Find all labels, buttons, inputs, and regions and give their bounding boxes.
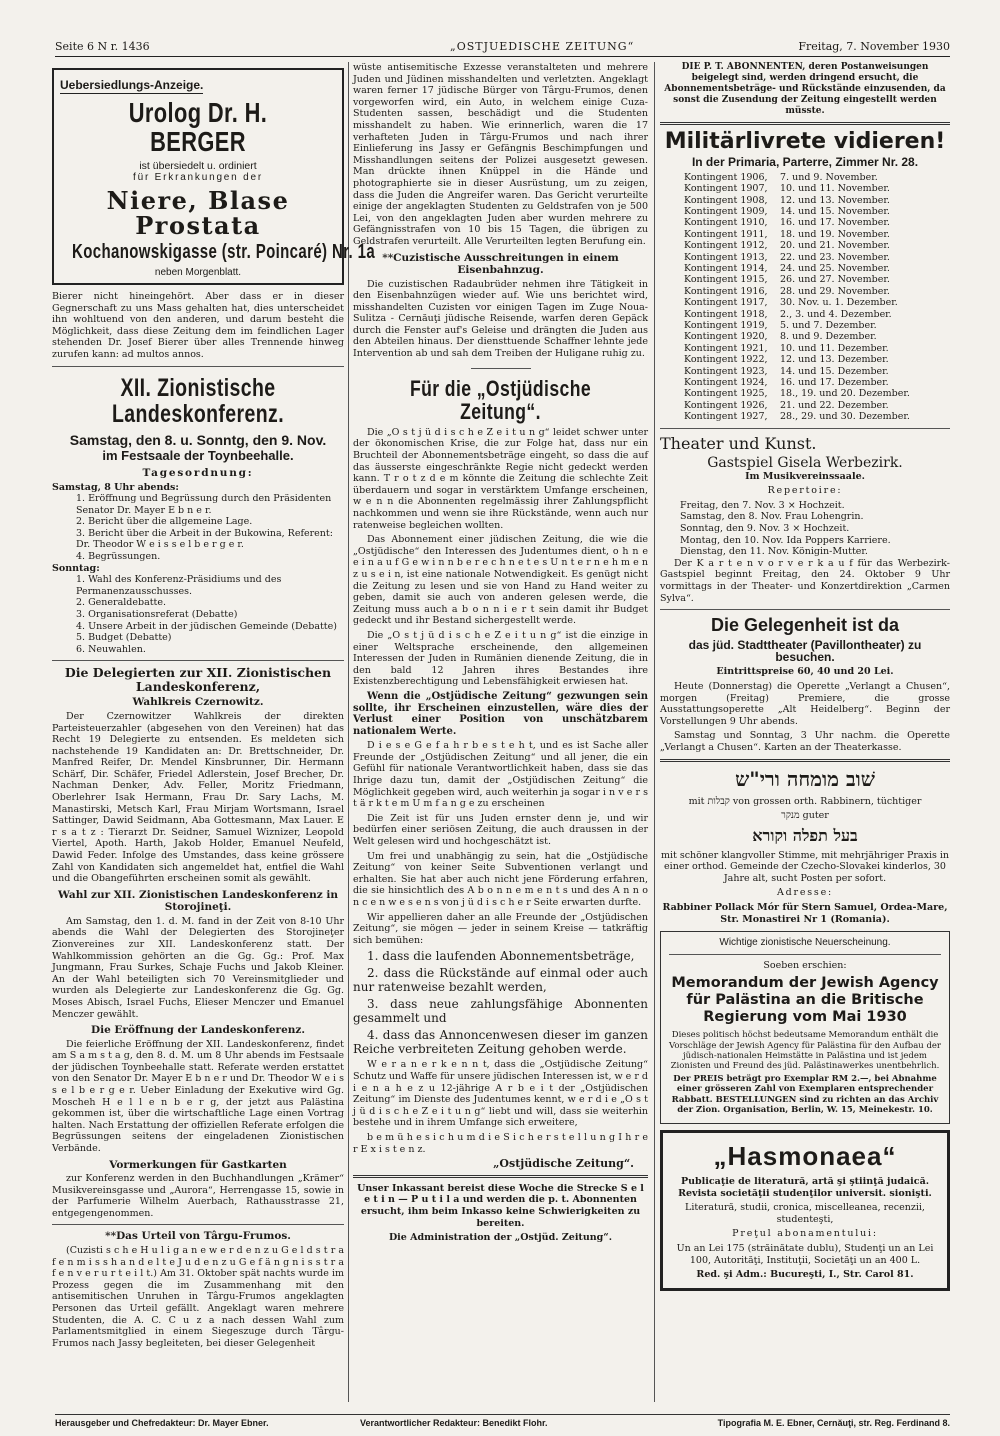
kontingent-label: Kontingent 1916, <box>684 285 768 297</box>
column-rule <box>654 62 655 1402</box>
ad-title: Urolog Dr. H. BERGER <box>128 97 268 158</box>
kontingent-dates: 28., 29. und 30. Dezember. <box>780 411 910 423</box>
kontingent-dates: 22. und 23. November. <box>780 251 890 263</box>
inkasso-signature: Die Administration der „Ostjüd. Zeitung“. <box>388 1232 613 1244</box>
divider <box>660 759 950 762</box>
kontingent-dates: 28. und 29. November. <box>780 285 890 297</box>
hasmonaea-sub: Publicaţie de literatură, artă şi ştiinţă judaică. Revista societăţii studenţilor universit. sionişti. <box>678 1176 932 1199</box>
editor: Verantwortlicher Redakteur: Benedikt Flohr. <box>360 1418 548 1428</box>
bahn-title: **Cuzistische Ausschreitungen in einem Eisenbahnzug. <box>382 251 619 276</box>
article-text: Bierer nicht hineingehört. Aber dass er in dieser Gegnerschaft zu uns Mass gehalten hat, dies unterscheidet ihn wohltuend von den anderen, und darum besteht die Möglichkeit, dass diese Zeitung dem im feindlichen Lager stehenden Dr. Josef Bierer über alles Trennende hinweg zurufen kann: ad multos annos. <box>52 290 344 360</box>
kontingent-row <box>660 343 950 354</box>
delegates-title: Die Delegierten zur XII. Zionistischen Landeskonferenz, <box>64 665 332 695</box>
gastspiel-place: Im Musikvereinssaale. <box>745 470 865 482</box>
appeal-text: Die „O s t j ü d i s c h e Z e i t u n g“ ist die einzige in einer Weltsprache erscheinende, den allgemeinen Interessen der Juden in Rumänien dienende Zeitung, die in den bald 12 Jahren ihres Bestandes ihre Existenzberechtigung und Lebensfähigkeit erwiesen hat. <box>353 629 648 688</box>
article-text: Die cuzistischen Radaubrüder nehmen ihre Tätigkeit in den Eisenbahnzügen wieder auf. Wie uns berichtet wird, misshandelten Cuzisten vor einigen Tagen im Zuge Noua-Sulitza - Cernăuţi jüdische Reisende, warfen deren Gepäck durch die Fenster auf's Geleise und drängten die Juden aus den Abteilen hinaus. Der diensttuende Schaffner lehnte jede Intervention ab und sah dem Treiben der Huligane ruhig zu. <box>353 278 648 360</box>
repertoire-item: Montag, den 10. Nov. Ida Poppers Karriere. <box>680 534 891 546</box>
appeal-list-item: 4. dass das Annoncenwesen dieser im ganzen Reiche verbreiteten Zeitung gehoben werde. <box>353 1028 648 1057</box>
kontingent-dates: 18. und 19. November. <box>780 228 890 240</box>
kontingent-row <box>660 400 950 411</box>
appeal-text: Die Zeit ist für uns Juden ernster denn je, und wir bedürfen einer seriösen Zeitung, die auch draussen in der Welt gelesen wird und hochgeschätzt ist. <box>353 812 648 848</box>
kontingent-dates: 5. und 7. Dezember. <box>780 319 877 331</box>
kontingent-label: Kontingent 1923, <box>684 365 768 377</box>
ad-line: für Erkrankungen der <box>133 172 263 184</box>
agenda-item: 1. Eröffnung und Begrüssung durch den Präsidenten Senator Dr. Mayer E b n e r. <box>76 493 332 516</box>
article-text: Der Czernowitzer Wahlkreis der direkten Parteisteuerzahler (abgesehen von den Vereinen) hat das Recht 19 Delegierte zu entsenden. Es meldeten sich nachstehende 19 Kandidaten an: Dr. Brettschneider, Dr. Manfred Reifer, Dr. Mendel Kinsbrunner, Dir. Hermann Schärf, Dir. Schäfer, Friedel Adlerstein, Josef Brecher, Dr. Nachman Denker, Adv. Feller, Moritz Friedmann, Oberlehrer Isak Hermann, Frau Dr. Sary Lachs, M. Manastirski, Metsch Karl, Frau Mirjam Wortsmann, Israel Sattinger, Dawid Seidmann, Aba Gottesmann, Max Lauer. E r s a t z : Tierarzt Dr. Seidner, Samuel Wiznizer, Leopold Viertel, Apoth. Harth, Jakob Holder, Emanuel Neufeld, Dawid Feder. Infolge des Umstandes, dass keine grössere Zahl von Kandidaten sich angemeldet hat, entfiel die Wahl und die Obangeführten erscheinen somit als gewählt. <box>52 710 344 885</box>
kontingent-label: Kontingent 1922, <box>684 354 768 366</box>
repertoire-item: Freitag, den 7. Nov. 3 × Hochzeit. <box>680 499 845 511</box>
article-text: (Cuzisti s c h e H u l i g a n e w e r d e n z u G e l d s t r a f e n m i s s h a n d e l t e J u d e n z u G e f ä n g n i s s t r a f e n v e r u r t e i l t.) Am 31. Oktober spät nachts wurde im Prozess gegen die im Zusammenhang mit den antisemitischen Unruhen in Târgu-Frumos angeklagten Personen das Urteil gefällt. Angeklagt waren mehrere Studenten, die A. C. C u z a nach dessen Wahl zum Parlamentsmitglied in einem Siegeszuge durch Târgu-Frumos nach Jassy begleiteten, bei dieser Gelegenheit <box>52 1244 344 1349</box>
kontingent-dates: 8. und 9. Dezember. <box>780 331 877 343</box>
schochet-text: mit schöner klangvoller Stimme, mit mehrjähriger Praxis in einer orthod. Gemeinde der Czecho-Slovakei kinderlos, 30 Jahre alt, sucht Posten per sofort. <box>660 849 950 884</box>
article-text: zur Konferenz werden in den Buchhandlungen „Krämer“ Musikvereinsgasse und „Aurora“, Herrengasse 15, sowie in der Parfumerie Wilhelm Auerbach, Rathausstrasse 21, entgegengenommen. <box>52 1173 344 1219</box>
kontingent-label: Kontingent 1926, <box>684 399 768 411</box>
appeal-text: Die „O s t j ü d i s c h e Z e i t u n g“ leidet schwer unter der ökonomischen Krise, die zur Folge hat, dass nur ein Bruchteil der Abonnementsbeträge eingeht, so dass die auf das äusserste eingeschränkte Regie nicht gedeckt werden kann. T r o t z d e m könnte die Zeitung die schlechte Zeit überdauern und sogar in verstärktem Umfange erscheinen, w e n n die Abonnenten regelmässig ihrer Zahlungspflicht nachkommen und wenn sie ihre Rückstände, wenn auch nur ratenweise begleichen wollten. <box>353 426 648 531</box>
hebrew-heading: שׁוב מומחה ורי"ש <box>735 766 875 791</box>
kontingent-row <box>660 297 950 308</box>
kontingent-row <box>660 217 950 228</box>
appeal-text: b e m ü h e s i c h u m d i e S i c h e r s t e l l u n g I h r e r E x i s t e n z. <box>353 1131 648 1155</box>
article-text: wüste antisemitische Exzesse veranstalteten und mehrere Juden und Jüdinen misshandelten und verletzten. Angeklagt waren ferner 17 jüdische Bürger von Târgu-Frumos, denen vorgeworfen wird, ein Auto, in welchem einige Cuza-Studenten sassen, beschädigt und die Studenten misshandelt zu haben. Wie erinnerlich, waren die 17 verhafteten Juden in Târgu-Frumos und nach ihrer Einlieferung ins Jassy er Gefängnis Beschimpfungen und Misshandlungen seitens der Polizei ausgesetzt gewesen. Man drückte ihnen Knüppel in die Hände und photographierte sie in dieser Ausrüstung, um zu zeigen, dass die Juden die Angreifer waren. Das Gericht verurteilte einige der angeklagten Studenten zu Geldstrafen von je 500 Lei, von den angeklagten Juden aber wurden mehrere zu Gefängnisstrafen von 10 bis 15 Tagen, die übrigen zu Geldstrafen verurteilt. Alle Verurteilten legten Berufung ein. <box>353 62 648 247</box>
kontingent-label: Kontingent 1918, <box>684 308 768 320</box>
appeal-list-item: 1. dass die laufenden Abonnementsbeträge, <box>367 949 635 964</box>
eroeffnung-title: Die Eröffnung der Landeskonferenz. <box>90 1024 306 1037</box>
appeal-text: Um frei und unabhängig zu sein, hat die „Ostjüdische Zeitung“ von keiner Seite Subventionen verlangt und erhalten. Sie hat aber auch nicht jene Förderung erfahren, die sie hinsichtlich des A b o n n e m e n t s und des A n n o n c e n w e s e n s von j ü d i s c h e r Seite erwarten durfte. <box>353 850 648 908</box>
gastspiel: Gastspiel Gisela Werbezirk. <box>707 454 903 471</box>
kontingent-dates: 16. und 17. November. <box>780 217 890 229</box>
kontingent-label: Kontingent 1914, <box>684 262 768 274</box>
divider <box>669 954 941 955</box>
repertoire-label: Repertoire: <box>767 485 843 497</box>
hasmonaea-price: Un an Lei 175 (străinătate dublu), Studenţi un an Lei 100, Autorităţi, Instituţii, Societăţi un an 400 L. <box>676 1243 934 1266</box>
article-text: Am Samstag, den 1. d. M. fand in der Zeit von 8-10 Uhr abends die Wahl der Delegierten des Storojineţer Zionvereines zur XII. Landeskonferenz statt. Der Wahlkommission gehörten an die Gg. Gg.: Prof. Max Jungmann, Frau Surkes, Schaje Fuchs und Jakob Kleiner. An der Wahl beteiligten sich 70 Vereinsmitglieder und wurden als Delegierte zur Landeskonferenz die Gg. Gg. Moses Abisch, Israel Fuchs, Elieser Menczer und Emanuel Menczer gewählt. <box>52 915 344 1020</box>
kontingent-label: Kontingent 1920, <box>684 331 768 343</box>
kontingent-row <box>660 411 950 422</box>
kontingent-label: Kontingent 1917, <box>684 297 768 309</box>
kontingent-row <box>660 309 950 320</box>
konferenz-date: Samstag, den 8. u. Sonntg, den 9. Nov. <box>69 432 327 448</box>
memo-price: Der PREIS beträgt pro Exemplar RM 2.—, bei Abnahme einer grösseren Zahl von Exemplaren entsprechender Rabbatt. BESTELLUNGEN sind zu richten an das Archiv der Zion. Organisation, Berlin, W. 15, Meinekestr. 10. <box>671 1074 939 1115</box>
kontingent-dates: 10. und 11. November. <box>780 183 890 195</box>
appeal-text: W e r a n e r k e n n t, dass die „Ostjüdische Zeitung“ Schutz und Waffe für unsere jüdischen Interessen ist, w e r d i e n a h e z u 12-jährige A r b e i t der „Ostjüdischen Zeitung“ im Dienste des Judentumes kennt, w e r d i e „O s t j ü d i s c h e Z e i t u n g“ liebt und will, dass sie weiterhin bestehe und in ihrem Umfange sich erweitere, <box>353 1059 648 1129</box>
publisher: Herausgeber und Chefredakteur: Dr. Mayer Ebner. <box>55 1418 269 1428</box>
appeal-text: D i e s e G e f a h r b e s t e h t, und es ist Sache aller Freunde der „Ostjüdischen Zeitung“ und all jener, die ein Gefühl für nationale Verantwortlichkeit haben, dass sie das Ihrige dazu tun, damit der „Ostjüdischen Zeitung“ die Möglichkeit gegeben wird, auch weiterhin ja sogar i n v e r s t ä r k t e m U m f a n g e zu erscheinen <box>353 740 648 810</box>
storo-title: Wahl zur XII. Zionistischen Landeskonferenz in Storojineţi. <box>58 888 338 914</box>
kontingent-dates: 18., 19. und 20. Dezember. <box>780 388 910 400</box>
gelegenheit-sub: das jüd. Stadttheater (Pavillontheater) zu besuchen. <box>688 638 922 664</box>
kontingent-label: Kontingent 1912, <box>684 240 768 252</box>
appeal-list-item: 2. dass die Rückstände auf einmal oder auch nur ratenweise bezahlt werden, <box>353 966 648 995</box>
kontingent-dates: 20. und 21. November. <box>780 240 890 252</box>
ad-label: Uebersiedlungs-Anzeige. <box>60 78 204 92</box>
kontingent-label: Kontingent 1927, <box>684 411 768 423</box>
kontingent-row <box>660 331 950 342</box>
kontingent-label: Kontingent 1919, <box>684 319 768 331</box>
kontingent-row <box>660 252 950 263</box>
divider <box>52 366 344 367</box>
kontingent-label: Kontingent 1921, <box>684 342 768 354</box>
urteil-title: **Das Urteil von Târgu-Frumos. <box>105 1230 291 1243</box>
divider <box>471 368 531 369</box>
kontingent-dates: 7. und 9. November. <box>780 171 878 183</box>
appeal-title: Für die „Ostjüdische Zeitung“. <box>409 375 592 424</box>
agenda-item: 2. Generaldebatte. <box>76 597 167 609</box>
delegates-sub: Wahlkreis Czernowitz. <box>132 696 264 709</box>
agenda-item: 3. Bericht über die Arbeit in der Bukowina, Referent: Dr. Theodor W e i s s e l b e r g e r. <box>76 527 333 551</box>
gelegenheit-text: Heute (Donnerstag) die Operette „Verlangt a Chusen“, morgen (Freitag) Premiere, die grosse Ausstattungsoperette „Alt Heidelberg“. Beginn der Vorstellungen 9 Uhr abends. <box>660 680 950 727</box>
vormerkung-title: Vormerkungen für Gastkarten <box>109 1158 287 1171</box>
militaer-sub: In der Primaria, Parterre, Zimmer Nr. 28. <box>691 155 919 170</box>
subscriber-notice: DIE P. T. ABONNENTEN, deren Postanweisungen beigelegt sind, werden dringend ersucht, die Abonnementsbeträge- und Rückstände einzusenden, da sonst die Zusendung der Zeitung eingestellt werden müsste. <box>664 62 946 116</box>
agenda-label: Tagesordnung: <box>142 467 254 479</box>
ad-specialty: Niere, Blase Prostata <box>106 185 290 241</box>
kontingent-label: Kontingent 1908, <box>684 194 768 206</box>
ad-note: neben Morgenblatt. <box>154 267 242 279</box>
column-1 <box>52 62 376 1402</box>
kontingent-label: Kontingent 1906, <box>684 171 768 183</box>
kontingent-row <box>660 377 950 388</box>
appeal-list <box>353 949 648 1056</box>
repertoire-list <box>660 500 950 558</box>
kontingent-dates: 14. und 15. Dezember. <box>780 365 889 377</box>
agenda-item: 4. Begrüssungen. <box>76 551 161 563</box>
divider <box>660 122 950 125</box>
theater-title: Theater und Kunst. <box>660 433 817 453</box>
appeal-bold: Wenn die „Ostjüdische Zeitung“ gezwungen sein sollte, ihr Erscheinen einzustellen, wäre dies der Verlust einer Position von unschätzbarem nationalem Werte. <box>353 690 648 737</box>
kontingent-label: Kontingent 1913, <box>684 251 768 263</box>
hasmonaea-title: „Hasmonaea“ <box>713 1141 897 1172</box>
saturday-agenda <box>52 493 344 563</box>
karten-text: Der K a r t e n v o r v e r k a u f für das Werbezirk-Gastspiel beginnt Freitag, den 24. Oktober 9 Uhr vormittags in der Theater- und Konzertdirektion „Carmen Sylva“. <box>660 557 950 604</box>
kontingent-row <box>660 354 950 365</box>
gelegenheit-title: Die Gelegenheit ist da <box>710 615 900 636</box>
kontingent-dates: 10. und 11. Dezember. <box>780 342 889 354</box>
schochet-line: מנקר guter <box>781 810 829 822</box>
kontingent-row <box>660 206 950 217</box>
kontingent-row <box>660 274 950 285</box>
agenda-item: 6. Neuwahlen. <box>76 643 146 655</box>
appeal-text: Das Abonnement einer jüdischen Zeitung, die wie die „Ostjüdische“ den Interessen des Judentumes dient, o h n e e i n a u f G e w i n n b e r e c h n e t e s U n t e r n e h m e n z u s e i n, ist eine nationale Notwendigkeit. Es genügt nicht die Zeitung zu lesen und sie von Hand zu Hand weiter zu geben, damit sie auch von anderen gelesen werde, die Zeitung muss auch a b o n n i e r t sein damit ihr Budget gedeckt und ihr Bestand sichergestellt werde. <box>353 534 648 627</box>
sunday-label: Sonntag: <box>52 562 100 574</box>
kontingent-dates: 12. und 13. November. <box>780 194 890 206</box>
agenda-item: 4. Unsere Arbeit in der jüdischen Gemeinde (Debatte) <box>76 620 337 632</box>
agenda-item: 3. Organisationsreferat (Debatte) <box>76 609 238 621</box>
agenda-item: 5. Budget (Debatte) <box>76 632 172 644</box>
kontingent-dates: 24. und 25. November. <box>780 262 890 274</box>
kontingent-row <box>660 240 950 251</box>
kontingent-row <box>660 172 950 183</box>
kontingent-label: Kontingent 1925, <box>684 388 768 400</box>
column-3 <box>660 62 950 1402</box>
berger-ad <box>52 68 376 285</box>
memo-text: Dieses politisch höchst bedeutsame Memorandum enthält die Vorschläge der Jewish Agency für Palästina für den Aufbau der jüdisch-nationalen Heimstätte in Palästina und ist jedem Zionisten und Freund des jüd. Palästinawerkes unentbehrlich. <box>669 1030 941 1072</box>
sunday-agenda <box>52 574 344 655</box>
divider <box>660 428 950 429</box>
kontingent-dates: 16. und 17. Dezember. <box>780 377 889 388</box>
article-text: Die feierliche Eröffnung der XII. Landeskonferenz, findet am S a m s t a g, den 8. d. M. um 8 Uhr abends im Festsaale der jüdischen Toynbeehalle statt. Referate werden erstattet von den Senator Dr. Mayer E b n e r und Dr. Theodor W e i s s e l b e r g e r. Ueber Einladung der Exekutive wird Gg. Moscheh H e l l e n b e r g, der jetzt aus Palästina gekommen ist, über die wirtschaftliche Lage einen Vortrag halten. Nach Erstattung der offiziellen Referate erfolgen die Begrüssungen seitens der eingeladenen Zionistischen Verbände. <box>52 1038 344 1154</box>
kontingent-dates: 30. Nov. u. 1. Dezember. <box>780 297 898 309</box>
appeal-signature: „Ostjüdische Zeitung“. <box>493 1157 634 1171</box>
kontingent-row <box>660 183 950 194</box>
kontingent-dates: 14. und 15. November. <box>780 205 890 217</box>
hasmonaea-price-label: Preţul abonamentului: <box>732 1228 878 1240</box>
konferenz-place: im Festsaale der Toynbeehalle. <box>102 448 294 463</box>
agenda-item: 2. Bericht über die allgemeine Lage. <box>76 516 253 528</box>
kontingent-row <box>660 195 950 206</box>
page-footer <box>55 1414 950 1431</box>
page-header <box>55 38 950 57</box>
kontingent-row <box>660 366 950 377</box>
kontingent-dates: 21. und 22. Dezember. <box>780 399 889 411</box>
kontingent-dates: 2., 3. und 4. Dezember. <box>780 308 892 320</box>
ad-line: ist übersiedelt u. ordiniert <box>139 159 257 172</box>
kontingent-label: Kontingent 1915, <box>684 274 768 286</box>
divider <box>660 609 950 610</box>
repertoire-item: Sonntag, den 9. Nov. 3 × Hochzeit. <box>680 523 850 534</box>
appeal-text: Wir appellieren daher an alle Freunde der „Ostjüdischen Zeitung“, sie mögen — jeder in seinem Kreise — tatkräftig sich bemühen: <box>353 911 648 946</box>
issue-date: Freitag, 7. November 1930 <box>798 40 950 53</box>
ad-address: Kochanowskigasse (str. Poincaré) Nr. 1a <box>72 241 376 264</box>
gelegenheit-text: Samstag und Sonntag, 3 Uhr nachm. die Operette „Verlangt a Chusen“. Karten an der Theaterkasse. <box>660 730 950 753</box>
hasmonaea-ad <box>660 1130 950 1291</box>
divider <box>52 1224 344 1225</box>
kontingent-row <box>660 229 950 240</box>
memo-title: Memorandum der Jewish Agency für Palästina an die Britische Regierung vom Mai 1930 <box>671 975 939 1026</box>
adresse: Rabbiner Pollack Mór für Stern Samuel, Ordea-Mare, Str. Monastirei Nr 1 (Romania). <box>662 902 948 925</box>
masthead-small: „OSTJUEDISCHE ZEITUNG“ <box>450 40 635 53</box>
kontingent-label: Kontingent 1910, <box>684 217 768 229</box>
kontingent-label: Kontingent 1907, <box>684 183 768 195</box>
hasmonaea-topics: Literatură, studii, cronica, miscelleanea, recenzii, studenteşti, <box>685 1202 925 1225</box>
agenda-item: 1. Wahl des Konferenz-Präsidiums und des Permanenzausschusses. <box>76 574 282 597</box>
schochet-line: mit קבלות von grossen orth. Rabbinern, tüchtiger <box>688 795 922 807</box>
kontingent-row <box>660 320 950 331</box>
kontingent-list <box>660 172 950 423</box>
repertoire-item: Dienstag, den 11. Nov. Königin-Mutter. <box>680 546 868 558</box>
konferenz-title: XII. Zionistische Landeskonferenz. <box>111 373 285 428</box>
column-2 <box>353 62 648 1402</box>
memorandum-ad <box>660 931 950 1124</box>
kontingent-label: Kontingent 1924, <box>684 377 768 388</box>
divider <box>353 1175 648 1178</box>
page-number: Seite 6 N r. 1436 <box>55 40 150 53</box>
kontingent-row <box>660 263 950 274</box>
eintrittspreise: Eintrittspreise 60, 40 und 20 Lei. <box>716 666 894 678</box>
militaer-title: Militärlivrete vidieren! <box>664 129 946 154</box>
printer: Tipografia M. E. Ebner, Cernăuţi, str. Reg. Ferdinand 8. <box>717 1418 950 1428</box>
appeal-list-item: 3. dass neue zahlungsfähige Abonnenten gesammelt und <box>353 997 648 1026</box>
kontingent-dates: 12. und 13. Dezember. <box>780 354 889 366</box>
adresse-label: Adresse: <box>776 887 834 899</box>
kontingent-label: Kontingent 1909, <box>684 205 768 217</box>
hasmonaea-address: Red. şi Adm.: Bucureşti, I., Str. Carol 81. <box>696 1269 914 1281</box>
saturday-label: Samstag, 8 Uhr abends: <box>52 481 179 493</box>
kontingent-row <box>660 286 950 297</box>
kontingent-row <box>660 388 950 399</box>
neu-sub: Soeben erschien: <box>763 959 847 971</box>
kontingent-label: Kontingent 1911, <box>684 228 768 240</box>
divider <box>52 660 344 661</box>
neu-label: Wichtige zionistische Neuerscheinung. <box>719 937 891 949</box>
kontingent-dates: 26. und 27. November. <box>780 274 890 286</box>
inkasso-notice: Unser Inkassant bereist diese Woche die Strecke S e l e t i n — P u t i l a und werden die p. t. Abonnenten ersucht, ihm beim Inkasso keine Schwierigkeiten zu bereiten. <box>357 1182 644 1229</box>
repertoire-item: Samstag, den 8. Nov. Frau Lohengrin. <box>680 511 864 523</box>
hebrew-subheading: בעל תפלה וקורא <box>752 825 858 845</box>
